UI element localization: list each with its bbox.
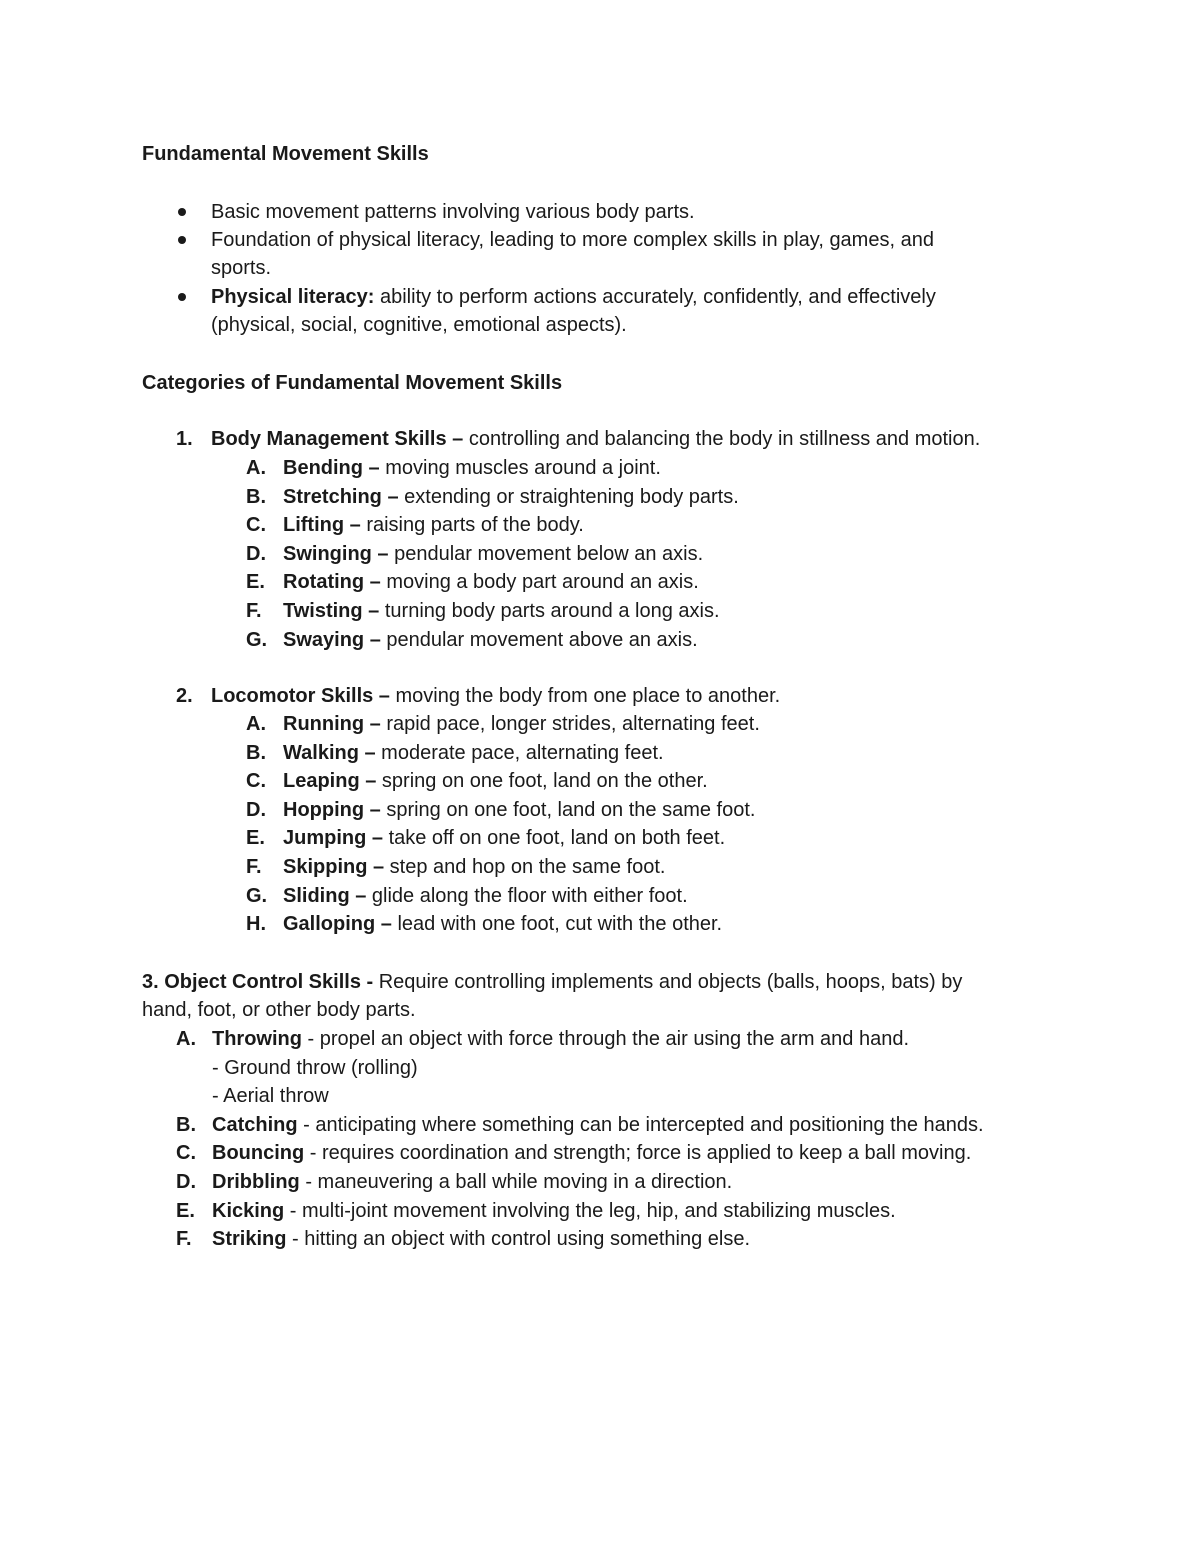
list-letter: H. [246, 913, 266, 936]
item-desc: raising parts of the body. [360, 514, 584, 537]
category-desc: controlling and balancing the body in stillness and motion. [463, 428, 981, 450]
item-desc: glide along the floor with either foot. [366, 884, 688, 907]
item-term: Dribbling [212, 1171, 300, 1193]
list-letter: B. [176, 1113, 196, 1136]
item-term: Swinging – [283, 542, 389, 565]
item-desc: extending or straightening body parts. [398, 485, 739, 508]
list-letter: A. [246, 457, 266, 479]
sub-list-item [246, 910, 723, 938]
list-letter: F. [246, 856, 262, 878]
sub-list-item [246, 739, 664, 767]
page-title: Fundamental Movement Skills [142, 143, 429, 165]
list-letter: F. [246, 600, 262, 622]
item-desc: spring on one foot, land on the other. [376, 770, 708, 793]
item-text [283, 511, 584, 539]
bullet-line: Basic movement patterns involving various body parts. [211, 201, 695, 223]
item-term: Stretching – [283, 485, 399, 508]
bullet-dot-icon [178, 208, 186, 216]
sub-list-item [246, 853, 666, 881]
section-heading: Categories of Fundamental Movement Skills [142, 372, 563, 394]
item-term: Leaping – [283, 770, 377, 793]
sub-list-item [176, 1139, 972, 1167]
item-desc: step and hop on the same foot. [384, 856, 666, 878]
item-desc: - maneuvering a ball while moving in a direction. [299, 1171, 733, 1193]
item-desc: pendular movement below an axis. [388, 542, 704, 565]
item-desc: moving a body part around an axis. [380, 571, 699, 594]
sub-list-item [246, 710, 760, 738]
category-term: Body Management Skills – controlling and balancing the body in stillness and motion. [211, 428, 981, 450]
item-text [283, 568, 699, 596]
item-desc: moving muscles around a joint. [379, 457, 661, 479]
sub-list-item [246, 824, 726, 852]
bullet-line [211, 283, 936, 311]
sub-list-item [246, 882, 688, 910]
sub-list-item [176, 1025, 910, 1053]
list-letter: G. [246, 628, 268, 651]
list-letter: D. [176, 1171, 196, 1193]
list-letter: D. [246, 798, 266, 821]
item-term: Galloping – [283, 913, 392, 936]
list-item [176, 425, 981, 453]
item-desc: - hitting an object with control using something else. [286, 1228, 751, 1251]
item-desc: take off on one foot, land on both feet. [383, 827, 726, 850]
item-desc: - requires coordination and strength; force is applied to keep a ball moving. [304, 1142, 972, 1165]
category-line [142, 968, 962, 996]
sub-list-item [246, 511, 584, 539]
sub-list-item [246, 796, 756, 824]
item-desc: rapid pace, longer strides, alternating feet. [380, 713, 760, 735]
item-text [283, 910, 722, 938]
list-letter: G. [246, 884, 268, 907]
item-text [283, 483, 739, 511]
sub-list-item [246, 597, 720, 625]
list-letter: C. [246, 770, 266, 793]
item-term: Throwing [212, 1028, 302, 1050]
category-term: Locomotor Skills – moving the body from one place to another. [211, 685, 781, 707]
bullet-line: sports. [211, 257, 272, 279]
item-term: Jumping – [283, 827, 384, 850]
item-term: Sliding – [283, 884, 367, 907]
item-desc: moderate pace, alternating feet. [375, 741, 664, 764]
list-item [176, 682, 781, 710]
item-term: Running – [283, 713, 381, 735]
item-term: Swaying – [283, 628, 381, 651]
item-text [283, 710, 760, 738]
category-term: 3. Object Control Skills - [142, 971, 374, 993]
category-desc: moving the body from one place to another. [389, 685, 781, 707]
item-term: Lifting – [283, 514, 361, 537]
item-term: Hopping – [283, 798, 381, 821]
bullet-line: Foundation of physical literacy, leading to more complex skills in play, games, and [211, 229, 934, 251]
item-term: Walking – [283, 741, 376, 764]
list-letter: A. [246, 713, 266, 735]
list-number: 2. [176, 685, 193, 707]
list-letter: B. [246, 485, 266, 508]
item-term: Bending – [283, 457, 380, 479]
sub-list-item [246, 568, 699, 596]
item-text [283, 454, 661, 482]
list-letter: B. [246, 741, 266, 764]
sub-list-item [176, 1225, 751, 1253]
category-line: hand, foot, or other body parts. [142, 999, 416, 1021]
list-letter: C. [246, 514, 266, 537]
sub-list-item [246, 454, 661, 482]
item-text [212, 1139, 971, 1167]
item-text [212, 1197, 896, 1225]
sub-list-item [246, 767, 708, 795]
item-term: Bouncing [212, 1142, 305, 1165]
item-text [212, 1168, 732, 1196]
list-letter: E. [246, 827, 265, 850]
item-text [283, 853, 665, 881]
bullet-dot-icon [178, 293, 186, 301]
item-term: Twisting – [283, 600, 380, 622]
definition: ability to perform actions accurately, confidently, and effectively [374, 286, 936, 308]
item-text [283, 626, 698, 654]
item-term: Striking [212, 1228, 287, 1251]
sub-list-item [176, 1197, 896, 1225]
bullet-line: (physical, social, cognitive, emotional aspects). [211, 314, 627, 336]
list-letter: A. [176, 1028, 196, 1050]
term: Physical literacy: [211, 286, 375, 308]
item-desc: spring on one foot, land on the same foot. [380, 798, 756, 821]
item-text [283, 767, 708, 795]
item-text [283, 540, 703, 568]
item-desc: - anticipating where something can be intercepted and positioning the hands. [297, 1113, 984, 1136]
list-number: 1. [176, 428, 193, 450]
category-desc: Require controlling implements and objects (balls, hoops, bats) by [373, 971, 963, 993]
sub-list-item [176, 1111, 984, 1139]
item-text [283, 597, 720, 625]
item-term: Kicking [212, 1199, 285, 1222]
sub-list-item [246, 483, 739, 511]
list-letter: C. [176, 1142, 196, 1165]
sub-list-item [176, 1168, 733, 1196]
item-text [283, 824, 725, 852]
list-letter: D. [246, 542, 266, 565]
item-text [283, 796, 755, 824]
item-text [212, 1225, 750, 1253]
list-letter: E. [246, 571, 265, 594]
item-desc: turning body parts around a long axis. [379, 600, 720, 622]
item-desc: - multi-joint movement involving the leg, hip, and stabilizing muscles. [284, 1199, 896, 1222]
list-letter: F. [176, 1228, 192, 1251]
sub-note: - Ground throw (rolling) [212, 1056, 418, 1079]
sub-note: - Aerial throw [212, 1085, 329, 1108]
item-text [283, 882, 688, 910]
item-text [283, 739, 664, 767]
item-desc: - propel an object with force through the air using the arm and hand. [301, 1028, 910, 1050]
item-term: Skipping – [283, 856, 385, 878]
item-term: Rotating – [283, 571, 381, 594]
item-desc: pendular movement above an axis. [380, 628, 698, 651]
item-text [212, 1111, 984, 1139]
list-letter: E. [176, 1199, 195, 1222]
sub-list-item [246, 626, 698, 654]
item-desc: lead with one foot, cut with the other. [391, 913, 723, 936]
item-term: Catching [212, 1113, 298, 1136]
bullet-dot-icon [178, 236, 186, 244]
item-text [212, 1025, 909, 1053]
sub-list-item [246, 540, 704, 568]
